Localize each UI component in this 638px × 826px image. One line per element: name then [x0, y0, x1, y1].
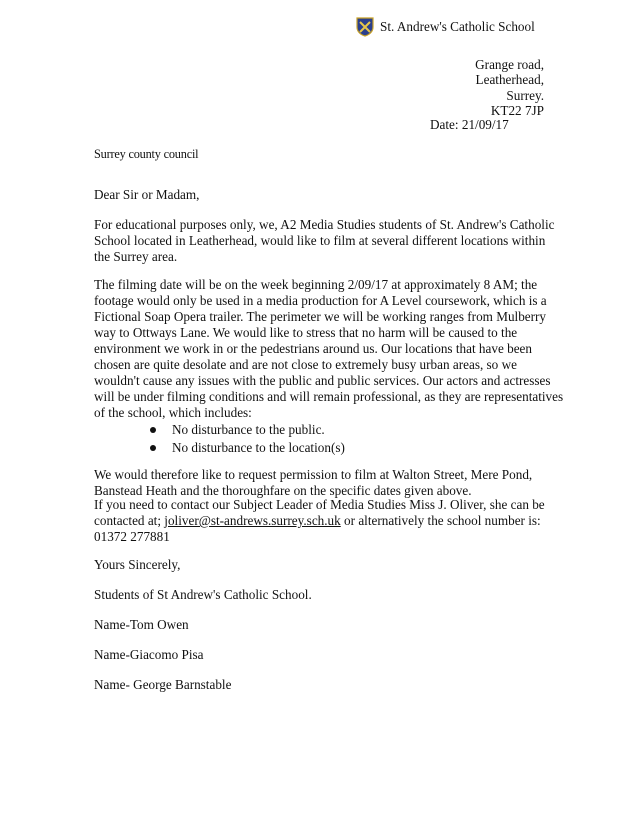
- sender-address: [475, 57, 544, 118]
- address-line: Surrey.: [506, 87, 544, 103]
- recipient: Surrey county council: [94, 147, 199, 161]
- address-line: Leatherhead,: [475, 72, 544, 88]
- contact-text: If you need to contact our Subject Leader of Media Studies Miss J. Oliver, she can be contacted at;: [94, 497, 545, 528]
- signatory-name: Name- George Barnstable: [94, 677, 232, 692]
- address-postcode: KT22 7JP: [490, 102, 544, 118]
- signatory-group: Students of St Andrew's Catholic School.: [94, 587, 312, 602]
- paragraph-contact: [94, 497, 564, 545]
- letterhead: [356, 17, 535, 37]
- bullet-icon: [150, 445, 156, 451]
- paragraph-intro: For educational purposes only, we, A2 Media Studies students of St. Andrew's Catholic School located in Leatherhead, would like to film at several different locations within the Surrey area.: [94, 217, 555, 264]
- paragraph-details: The filming date will be on the week beginning 2/09/17 at approximately 8 AM; the footage would only be used in a media production for A Level coursework, which is a Fictional Soap Opera trailer. The perimeter we will be working ranges from Mulberry way to Ottways Lane. We would like to stress that no harm will be caused to the environment we work in or the pedestrians around us. Our locations that have been chosen are quite desolate and are not close to extremely busy urban areas, so we wouldn't cause any issues with the public and public services. Our actors and actresses will be under filming conditions and will remain professional, as they are representatives of the school, which includes:: [94, 277, 564, 420]
- salutation: Dear Sir or Madam,: [94, 187, 200, 202]
- conditions-list: [150, 422, 345, 458]
- letter-date: Date: 21/09/17: [430, 117, 509, 132]
- list-item: [150, 440, 345, 458]
- contact-text-end: or alternatively the school number is: 01372 277881: [94, 513, 541, 544]
- email-link[interactable]: joliver@st-andrews.surrey.sch.uk: [164, 513, 341, 528]
- signoff: Yours Sincerely,: [94, 557, 181, 572]
- school-crest-icon: [356, 17, 374, 37]
- list-item: [150, 422, 345, 440]
- list-item-text: No disturbance to the location(s): [172, 440, 345, 455]
- signatory-name: Name-Giacomo Pisa: [94, 647, 204, 662]
- paragraph-request: We would therefore like to request permission to film at Walton Street, Mere Pond, Banstead Heath and the thoroughfare on the specific dates given above.: [94, 467, 533, 498]
- list-item-text: No disturbance to the public.: [172, 422, 325, 437]
- bullet-icon: [150, 427, 156, 433]
- signatory-name: Name-Tom Owen: [94, 617, 189, 632]
- address-line: Grange road,: [475, 57, 544, 72]
- school-name: St. Andrew's Catholic School: [380, 19, 535, 34]
